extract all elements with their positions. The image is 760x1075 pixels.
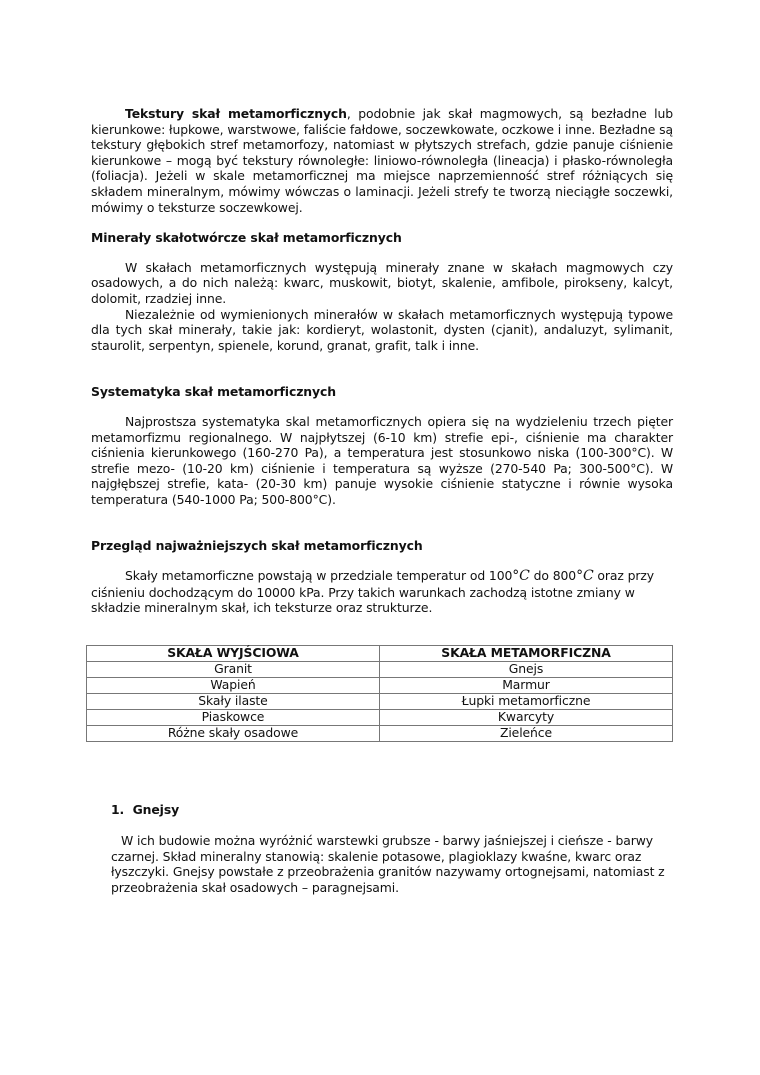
- paragraph-minerals-2: Niezależnie od wymienionych minerałów w skałach metamorficznych występują typowe dla tych skał minerały, takie jak: kordieryt, wolastonit, dysten (cjanit), andaluzyt, sylimanit, staurolit, serpentyn, spienele, korund, granat, grafit, talk i inne.: [91, 306, 673, 353]
- heading-systematics: Systematyka skał metamorficznych: [91, 384, 336, 400]
- paragraph-textures: [91, 106, 673, 215]
- rock-transformation-table: [86, 645, 673, 742]
- paragraph-systematics: Najprostsza systematyka skal metamorficznych opiera się na wydzieleniu trzech pięter metamorfizmu regionalnego. W najpłytszej (6-10 km) strefie epi-, ciśnienie ma charakter ciśnienia kierunkowego (160-270 Pa), a temperatura jest stosunkowo niska (100-300°C). W strefie mezo- (10-20 km) ciśnienie i temperatura są wyższe (270-540 Pa; 300-500°C). W najgłębszej strefie, kata- (20-30 km) panuje wysokie ciśnienie statyczne i równie wysoka temperatura (540-1000 Pa; 500-800°C).: [91, 413, 673, 507]
- unit-celsius: °C: [576, 568, 594, 585]
- table-row: [87, 661, 673, 677]
- table-row: [87, 693, 673, 709]
- paragraph-text: , podobnie jak skał magmowych, są bezładne lub kierunkowe: łupkowe, warstwowe, faliście fałdowe, soczewkowate, oczkowe i inne. Bezładne są tekstury głębokich stref metamorfozy, natomiast w płytszych strefach, gdzie panuje ciśnienie kierunkowe – mogą być tekstury równoległe: liniowo-równoległa (lineacja) i płasko-równoległa (foliacja). Jeżeli w skale metamorficznej ma miejsce naprzemienność stref różniących się składem mineralnym, mówimy wówczas o laminacji. Jeżeli strefy te tworzą nieciągłe soczewki, mówimy o teksturze soczewkowej.: [91, 106, 673, 215]
- overview-text-a: Skały metamorficzne powstają w przedziale temperatur od 100: [125, 568, 513, 584]
- cell-source: Granit: [87, 661, 380, 677]
- heading-gneiss: [91, 802, 673, 818]
- table-row: [87, 677, 673, 693]
- heading-gneiss-text: Gnejsy: [132, 801, 180, 817]
- cell-metamorphic: Kwarcyty: [380, 709, 673, 725]
- heading-minerals: Minerały skałotwórcze skał metamorficznych: [91, 230, 402, 246]
- table-row: [87, 725, 673, 741]
- header-metamorphic-rock: SKAŁA METAMORFICZNA: [380, 645, 673, 661]
- cell-source: Skały ilaste: [87, 693, 380, 709]
- cell-metamorphic: Łupki metamorficzne: [380, 693, 673, 709]
- list-number: 1.: [111, 801, 125, 817]
- unit-celsius: °C: [512, 568, 530, 585]
- document-page: [91, 106, 673, 895]
- table-row: [87, 709, 673, 725]
- cell-metamorphic: Marmur: [380, 677, 673, 693]
- heading-overview: Przegląd najważniejszych skał metamorficznych: [91, 538, 423, 554]
- overview-text-c: oraz przy ciśnieniu dochodzącym do 10000 kPa. Przy takich warunkach zachodzą istotne zmiany w składzie mineralnym skał, ich teksturze oraz strukturze.: [91, 568, 655, 616]
- paragraph-overview: [91, 568, 673, 616]
- paragraph-minerals-1: W skałach metamorficznych występują minerały znane w skałach magmowych czy osadowych, a do nich należą: kwarc, muskowit, biotyt, skalenie, amfibole, pirokseny, kalcyt, dolomit, rzadziej inne.: [91, 259, 673, 306]
- cell-source: Różne skały osadowe: [87, 725, 380, 741]
- cell-metamorphic: Zieleńce: [380, 725, 673, 741]
- paragraph-gneiss: W ich budowie można wyróżnić warstewki grubsze - barwy jaśniejszej i cieńsze - barwy czarnej. Skład mineralny stanowią: skalenie potasowe, plagioklazy kwaśne, kwarc oraz łyszczyki. Gnejsy powstałe z przeobrażenia granitów nazywamy ortognejsami, natomiast z przeobrażenia skał osadowych – paragnejsami.: [111, 833, 665, 895]
- cell-source: Wapień: [87, 677, 380, 693]
- cell-source: Piaskowce: [87, 709, 380, 725]
- lead-bold-term: Tekstury skał metamorficznych: [125, 106, 347, 121]
- overview-text-b: do 800: [529, 568, 577, 584]
- header-source-rock: SKAŁA WYJŚCIOWA: [87, 645, 380, 661]
- cell-metamorphic: Gnejs: [380, 661, 673, 677]
- table-header-row: [87, 645, 673, 661]
